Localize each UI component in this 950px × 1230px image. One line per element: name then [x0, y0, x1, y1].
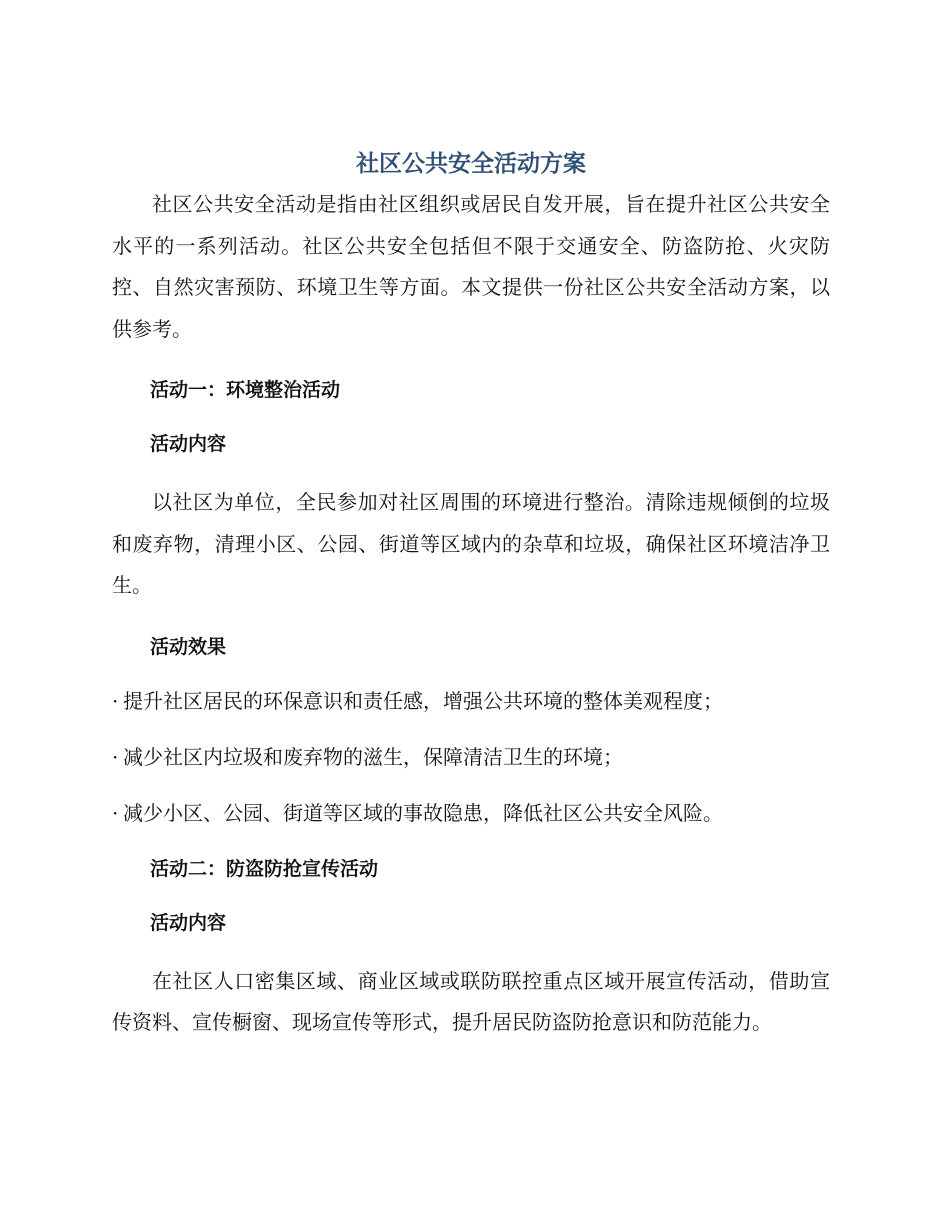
activity-one-content: 以社区为单位，全民参加对社区周围的环境进行整治。清除违规倾倒的垃圾和废弃物，清理小区、公园、街道等区域内的杂草和垃圾，确保社区环境洁净卫生。 [112, 490, 830, 597]
list-item [112, 741, 830, 773]
activity-one-content-heading: 活动内容 [150, 433, 227, 455]
activity-two-content-heading: 活动内容 [150, 911, 227, 934]
document-page [112, 148, 830, 1044]
bullet-dot: · [112, 800, 119, 825]
bullet-dot: · [112, 688, 119, 713]
activity-one-effect-heading: 活动效果 [150, 635, 227, 658]
list-item [112, 685, 830, 717]
list-item [112, 797, 830, 829]
list-item-text: 减少小区、公园、街道等区域的事故隐患，降低社区公共安全风险。 [123, 800, 723, 825]
intro-paragraph: 社区公共安全活动是指由社区组织或居民自发开展，旨在提升社区公共安全水平的一系列活动。社区公共安全包括但不限于交通安全、防盗防抢、火灾防控、自然灾害预防、环境卫生等方面。本文提供一份社区公共安全活动方案，以供参考。 [112, 192, 830, 341]
activity-one-effect-list [112, 685, 830, 829]
list-item-text: 提升社区居民的环保意识和责任感，增强公共环境的整体美观程度； [123, 688, 723, 713]
bullet-dot: · [112, 744, 119, 769]
document-title: 社区公共安全活动方案 [356, 151, 586, 177]
activity-one-heading: 活动一：环境整治活动 [150, 379, 341, 401]
activity-two-heading: 活动二：防盗防抢宣传活动 [150, 857, 379, 880]
activity-two-content: 在社区人口密集区域、商业区域或联防联控重点区域开展宣传活动，借助宣传资料、宣传橱窗、现场宣传等形式，提升居民防盗防抢意识和防范能力。 [112, 968, 830, 1034]
list-item-text: 减少社区内垃圾和废弃物的滋生，保障清洁卫生的环境； [123, 744, 623, 769]
